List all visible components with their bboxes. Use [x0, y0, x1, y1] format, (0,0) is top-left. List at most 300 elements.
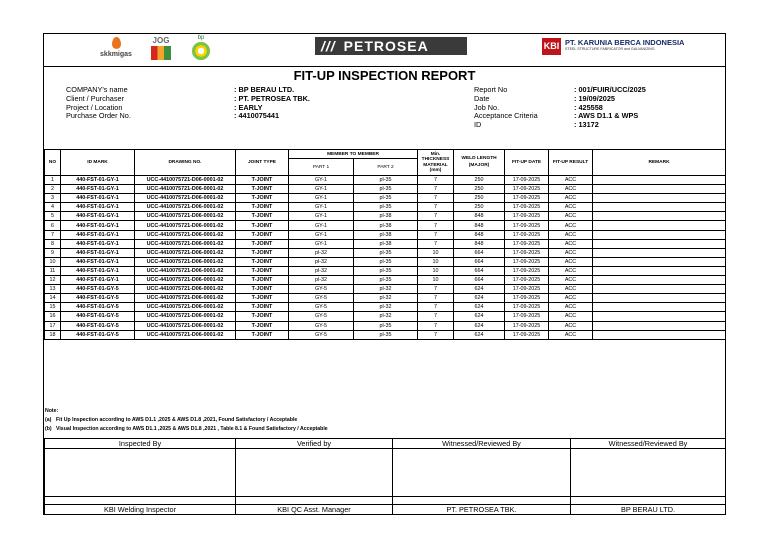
company-value: : BP BERAU LTD. [234, 85, 295, 94]
row-fitup-date: 17-09-2025 [505, 203, 549, 212]
row-fitup-result: ACC [549, 312, 593, 321]
row-remark [593, 212, 726, 221]
row-remark [593, 312, 726, 321]
row-remark [593, 248, 726, 257]
row-drawing: UCC-4410075721-D06-0001-02 [135, 312, 236, 321]
row-drawing: UCC-4410075721-D06-0001-02 [135, 239, 236, 248]
row-part2: pl-35 [354, 266, 418, 275]
row-no: 9 [45, 248, 61, 257]
row-id-mark: 440-FST-01-GY-5 [61, 312, 135, 321]
kbi-subtitle: STEEL STRUCTURE FABRICATOR and GALVANIZING [565, 47, 655, 51]
row-fitup-result: ACC [549, 266, 593, 275]
table-row [45, 212, 726, 221]
bp-helios-icon [192, 42, 210, 60]
row-part1: GY-5 [289, 321, 354, 330]
row-part2: pl-38 [354, 212, 418, 221]
row-part2: pl-38 [354, 230, 418, 239]
row-part2: pl-35 [354, 257, 418, 266]
row-joint: T-JOINT [236, 294, 289, 303]
row-remark [593, 239, 726, 248]
row-part1: pl-32 [289, 248, 354, 257]
row-fitup-result: ACC [549, 239, 593, 248]
row-id-mark: 440-FST-01-GY-5 [61, 303, 135, 312]
row-joint: T-JOINT [236, 285, 289, 294]
row-joint: T-JOINT [236, 176, 289, 185]
row-drawing: UCC-4410075721-D06-0001-02 [135, 212, 236, 221]
row-fitup-date: 17-09-2025 [505, 303, 549, 312]
table-row [45, 285, 726, 294]
kbi-box-icon: KBI [542, 38, 561, 55]
note-b-text: Visual Inspection according to AWS D1.1 ,2025 & AWS D1.8 ,2021 , Table 8.1 & Found Satisfactory / Acceptable [56, 426, 328, 432]
inspection-table [44, 149, 726, 340]
row-weld-length: 848 [454, 230, 505, 239]
row-part2: pl-38 [354, 239, 418, 248]
row-drawing: UCC-4410075721-D06-0001-02 [135, 230, 236, 239]
note-b-key: (b) [45, 426, 52, 432]
row-weld-length: 624 [454, 312, 505, 321]
row-joint: T-JOINT [236, 230, 289, 239]
row-thickness: 7 [418, 176, 454, 185]
sig-space-witness-petrosea [393, 449, 571, 497]
row-joint: T-JOINT [236, 221, 289, 230]
row-id-mark: 440-FST-01-GY-5 [61, 330, 135, 339]
row-thickness: 10 [418, 257, 454, 266]
table-row [45, 194, 726, 203]
signature-table [44, 438, 726, 515]
row-fitup-result: ACC [549, 276, 593, 285]
bp-logo [188, 35, 214, 63]
row-id-mark: 440-FST-01-GY-1 [61, 230, 135, 239]
row-part2: pl-32 [354, 303, 418, 312]
row-fitup-date: 17-09-2025 [505, 230, 549, 239]
job-no-value: : 425558 [574, 102, 603, 112]
row-thickness: 7 [418, 303, 454, 312]
row-joint: T-JOINT [236, 185, 289, 194]
row-drawing: UCC-4410075721-D06-0001-02 [135, 248, 236, 257]
row-remark [593, 285, 726, 294]
row-part1: GY-1 [289, 185, 354, 194]
row-no: 10 [45, 257, 61, 266]
row-fitup-result: ACC [549, 212, 593, 221]
row-part1: GY-1 [289, 230, 354, 239]
row-remark [593, 176, 726, 185]
row-drawing: UCC-4410075721-D06-0001-02 [135, 203, 236, 212]
table-row [45, 321, 726, 330]
row-id-mark: 440-FST-01-GY-1 [61, 176, 135, 185]
table-row [45, 294, 726, 303]
client-value: : PT. PETROSEA TBK. [234, 93, 310, 103]
row-part2: pl-35 [354, 194, 418, 203]
notes-section [45, 407, 328, 434]
skkmigas-text: skkmigas [100, 51, 132, 58]
row-part1: GY-5 [289, 285, 354, 294]
jog-logo [149, 36, 173, 64]
row-weld-length: 250 [454, 194, 505, 203]
row-fitup-result: ACC [549, 257, 593, 266]
acceptance-label: Acceptance Criteria [474, 111, 538, 121]
row-joint: T-JOINT [236, 212, 289, 221]
row-remark [593, 203, 726, 212]
row-weld-length: 624 [454, 294, 505, 303]
petrosea-slash-icon: /// [321, 38, 336, 54]
row-remark [593, 276, 726, 285]
row-fitup-result: ACC [549, 330, 593, 339]
table-row [45, 266, 726, 275]
row-drawing: UCC-4410075721-D06-0001-02 [135, 266, 236, 275]
row-fitup-date: 17-09-2025 [505, 312, 549, 321]
table-row [45, 176, 726, 185]
row-part1: GY-1 [289, 212, 354, 221]
row-part2: pl-35 [354, 203, 418, 212]
row-weld-length: 624 [454, 285, 505, 294]
row-id-mark: 440-FST-01-GY-1 [61, 248, 135, 257]
row-fitup-date: 17-09-2025 [505, 276, 549, 285]
jog-text: JOG [152, 36, 170, 45]
row-remark [593, 303, 726, 312]
row-weld-length: 250 [454, 176, 505, 185]
table-row [45, 239, 726, 248]
header-thickness [418, 150, 454, 176]
row-joint: T-JOINT [236, 257, 289, 266]
row-id-mark: 440-FST-01-GY-1 [61, 203, 135, 212]
row-joint: T-JOINT [236, 239, 289, 248]
row-thickness: 7 [418, 221, 454, 230]
header-member: MEMBER TO MEMBER [289, 150, 418, 159]
row-fitup-result: ACC [549, 248, 593, 257]
row-part1: pl-32 [289, 276, 354, 285]
header-weld [454, 150, 505, 176]
date-value: : 19/09/2025 [574, 93, 615, 103]
row-fitup-date: 17-09-2025 [505, 294, 549, 303]
row-part2: pl-35 [354, 248, 418, 257]
sig-footer-inspected: KBI Welding Inspector [45, 505, 236, 515]
row-thickness: 7 [418, 239, 454, 248]
id-label: ID [474, 120, 482, 130]
row-id-mark: 440-FST-01-GY-1 [61, 221, 135, 230]
row-fitup-result: ACC [549, 230, 593, 239]
row-weld-length: 664 [454, 257, 505, 266]
acceptance-value: : AWS D1.1 & WPS [574, 111, 639, 121]
row-joint: T-JOINT [236, 303, 289, 312]
row-fitup-date: 17-09-2025 [505, 330, 549, 339]
table-row [45, 312, 726, 321]
row-no: 7 [45, 230, 61, 239]
row-part1: GY-5 [289, 330, 354, 339]
sig-space-witness-bp [571, 449, 726, 497]
sig-header-witness-bp: Witnessed/Reviewed By [571, 439, 726, 449]
row-thickness: 10 [418, 248, 454, 257]
row-drawing: UCC-4410075721-D06-0001-02 [135, 194, 236, 203]
report-no-value: : 001/FUIR/UCC/2025 [574, 85, 646, 94]
row-id-mark: 440-FST-01-GY-1 [61, 266, 135, 275]
row-id-mark: 440-FST-01-GY-1 [61, 212, 135, 221]
row-no: 5 [45, 212, 61, 221]
row-fitup-result: ACC [549, 176, 593, 185]
row-part1: pl-32 [289, 266, 354, 275]
sig-name-inspected [45, 497, 236, 505]
sig-header-inspected: Inspected By [45, 439, 236, 449]
note-a-text: Fit Up Inspection according to AWS D1.1 ,2025 & AWS D1.8 ,2021, Found Satisfactory / Acceptable [56, 417, 298, 423]
row-thickness: 7 [418, 203, 454, 212]
row-thickness: 7 [418, 194, 454, 203]
row-fitup-date: 17-09-2025 [505, 194, 549, 203]
table-row [45, 248, 726, 257]
header-id-mark: ID MARK [61, 150, 135, 176]
table-row [45, 276, 726, 285]
row-thickness: 7 [418, 312, 454, 321]
row-id-mark: 440-FST-01-GY-5 [61, 285, 135, 294]
row-fitup-result: ACC [549, 294, 593, 303]
po-label: Purchase Order No. [66, 111, 131, 121]
header-part1: PART 1 [289, 159, 354, 176]
row-drawing: UCC-4410075721-D06-0001-02 [135, 185, 236, 194]
row-remark [593, 257, 726, 266]
row-remark [593, 194, 726, 203]
row-drawing: UCC-4410075721-D06-0001-02 [135, 321, 236, 330]
note-a-key: (a) [45, 417, 52, 423]
row-remark [593, 230, 726, 239]
header-date: FIT-UP DATE [505, 150, 549, 176]
row-weld-length: 624 [454, 303, 505, 312]
logo-bar [44, 34, 725, 67]
header-drawing: DRAWING NO. [135, 150, 236, 176]
report-title: FIT-UP INSPECTION REPORT [293, 68, 476, 83]
row-part2: pl-35 [354, 176, 418, 185]
row-thickness: 10 [418, 266, 454, 275]
header-thickness-line4: (mm) [429, 167, 442, 173]
row-part1: GY-1 [289, 176, 354, 185]
row-fitup-date: 17-09-2025 [505, 239, 549, 248]
row-fitup-result: ACC [549, 321, 593, 330]
sig-footer-witness-bp: BP BERAU LTD. [571, 505, 726, 515]
row-fitup-date: 17-09-2025 [505, 212, 549, 221]
sig-header-verified: Verified by [236, 439, 393, 449]
row-part1: GY-1 [289, 221, 354, 230]
header-weld-line1: WELD LENGTH [461, 156, 497, 161]
row-part1: pl-32 [289, 257, 354, 266]
row-id-mark: 440-FST-01-GY-1 [61, 185, 135, 194]
row-weld-length: 250 [454, 203, 505, 212]
sig-name-witness-bp [571, 497, 726, 505]
project-value: : EARLY [234, 102, 263, 112]
row-weld-length: 664 [454, 276, 505, 285]
row-part1: GY-1 [289, 194, 354, 203]
row-fitup-result: ACC [549, 194, 593, 203]
report-no-label: Report No [474, 85, 508, 94]
table-row [45, 203, 726, 212]
sig-header-witness-petrosea: Witnessed/Reviewed By [393, 439, 571, 449]
row-no: 16 [45, 312, 61, 321]
row-fitup-date: 17-09-2025 [505, 321, 549, 330]
row-joint: T-JOINT [236, 312, 289, 321]
row-fitup-result: ACC [549, 285, 593, 294]
row-part2: pl-35 [354, 185, 418, 194]
table-row [45, 257, 726, 266]
row-no: 2 [45, 185, 61, 194]
row-part2: pl-32 [354, 312, 418, 321]
row-joint: T-JOINT [236, 266, 289, 275]
row-fitup-date: 17-09-2025 [505, 285, 549, 294]
row-joint: T-JOINT [236, 248, 289, 257]
row-weld-length: 848 [454, 212, 505, 221]
row-fitup-date: 17-09-2025 [505, 185, 549, 194]
row-weld-length: 664 [454, 266, 505, 275]
id-value: : 13172 [574, 120, 599, 130]
row-drawing: UCC-4410075721-D06-0001-02 [135, 257, 236, 266]
row-part1: GY-1 [289, 203, 354, 212]
row-fitup-date: 17-09-2025 [505, 176, 549, 185]
row-fitup-result: ACC [549, 203, 593, 212]
row-joint: T-JOINT [236, 276, 289, 285]
table-row [45, 221, 726, 230]
sig-space-inspected [45, 449, 236, 497]
row-id-mark: 440-FST-01-GY-5 [61, 321, 135, 330]
sig-space-verified [236, 449, 393, 497]
row-no: 13 [45, 285, 61, 294]
row-thickness: 7 [418, 212, 454, 221]
row-remark [593, 185, 726, 194]
kbi-logo [542, 38, 722, 60]
skkmigas-drop-icon [112, 37, 121, 49]
row-fitup-result: ACC [549, 185, 593, 194]
header-thickness-line3: MATERIAL [423, 162, 448, 168]
row-remark [593, 266, 726, 275]
note-b [45, 425, 328, 434]
row-no: 3 [45, 194, 61, 203]
row-remark [593, 321, 726, 330]
row-no: 11 [45, 266, 61, 275]
row-id-mark: 440-FST-01-GY-1 [61, 239, 135, 248]
row-thickness: 7 [418, 285, 454, 294]
job-no-label: Job No. [474, 102, 500, 112]
row-thickness: 7 [418, 294, 454, 303]
row-fitup-result: ACC [549, 303, 593, 312]
row-thickness: 7 [418, 185, 454, 194]
row-drawing: UCC-4410075721-D06-0001-02 [135, 294, 236, 303]
row-thickness: 10 [418, 276, 454, 285]
table-body [45, 176, 726, 340]
row-fitup-date: 17-09-2025 [505, 248, 549, 257]
table-row [45, 330, 726, 339]
row-thickness: 7 [418, 321, 454, 330]
row-no: 12 [45, 276, 61, 285]
header-part2: PART 2 [354, 159, 418, 176]
row-weld-length: 624 [454, 330, 505, 339]
info-left-labels [66, 86, 131, 121]
row-joint: T-JOINT [236, 203, 289, 212]
row-joint: T-JOINT [236, 194, 289, 203]
sig-footer-witness-petrosea: PT. PETROSEA TBK. [393, 505, 571, 515]
table-row [45, 303, 726, 312]
header-no: NO [45, 150, 61, 176]
info-left-values [234, 86, 310, 121]
header-result: FIT-UP RESULT [549, 150, 593, 176]
row-thickness: 7 [418, 230, 454, 239]
client-label: Client / Purchaser [66, 93, 124, 103]
row-remark [593, 330, 726, 339]
row-no: 6 [45, 221, 61, 230]
row-part1: GY-5 [289, 294, 354, 303]
row-part2: pl-35 [354, 330, 418, 339]
table-row [45, 230, 726, 239]
kbi-name: PT. KARUNIA BERCA INDONESIA [565, 38, 685, 47]
note-a [45, 416, 328, 425]
sig-footer-verified: KBI QC Asst. Manager [236, 505, 393, 515]
petrosea-logo [315, 37, 467, 55]
row-fitup-result: ACC [549, 221, 593, 230]
row-remark [593, 294, 726, 303]
report-page [43, 33, 726, 515]
info-right-values [574, 86, 646, 130]
header-remark: REMARK [593, 150, 726, 176]
info-right-labels [474, 86, 538, 130]
row-drawing: UCC-4410075721-D06-0001-02 [135, 276, 236, 285]
row-id-mark: 440-FST-01-GY-1 [61, 276, 135, 285]
row-thickness: 7 [418, 330, 454, 339]
row-part1: GY-5 [289, 312, 354, 321]
project-label: Project / Location [66, 102, 123, 112]
row-weld-length: 664 [454, 248, 505, 257]
row-part2: pl-32 [354, 294, 418, 303]
row-id-mark: 440-FST-01-GY-1 [61, 194, 135, 203]
row-no: 17 [45, 321, 61, 330]
header-thickness-line1: Min. [430, 151, 441, 157]
row-id-mark: 440-FST-01-GY-1 [61, 257, 135, 266]
petrosea-text: PETROSEA [343, 38, 429, 54]
row-no: 1 [45, 176, 61, 185]
bp-text: bp [197, 35, 205, 41]
po-value: : 4410075441 [234, 111, 280, 121]
row-no: 15 [45, 303, 61, 312]
row-part2: pl-32 [354, 285, 418, 294]
row-fitup-date: 17-09-2025 [505, 257, 549, 266]
row-weld-length: 624 [454, 321, 505, 330]
row-drawing: UCC-4410075721-D06-0001-02 [135, 221, 236, 230]
row-no: 18 [45, 330, 61, 339]
row-fitup-date: 17-09-2025 [505, 221, 549, 230]
row-weld-length: 250 [454, 185, 505, 194]
row-fitup-date: 17-09-2025 [505, 266, 549, 275]
row-joint: T-JOINT [236, 330, 289, 339]
row-no: 8 [45, 239, 61, 248]
row-no: 4 [45, 203, 61, 212]
header-thickness-line2: THICKNESS [421, 157, 450, 163]
row-part1: GY-1 [289, 239, 354, 248]
header-weld-line2: (MAJOR) [468, 162, 490, 168]
sig-name-witness-petrosea [393, 497, 571, 505]
date-label: Date [474, 93, 490, 103]
row-drawing: UCC-4410075721-D06-0001-02 [135, 285, 236, 294]
header-joint: JOINT TYPE [236, 150, 289, 176]
skkmigas-logo [86, 37, 146, 63]
row-weld-length: 848 [454, 221, 505, 230]
company-label: COMPANY's name [66, 85, 128, 94]
row-part2: pl-38 [354, 221, 418, 230]
row-weld-length: 848 [454, 239, 505, 248]
row-joint: T-JOINT [236, 321, 289, 330]
row-remark [593, 221, 726, 230]
row-no: 14 [45, 294, 61, 303]
row-part2: pl-35 [354, 321, 418, 330]
row-part2: pl-35 [354, 276, 418, 285]
row-drawing: UCC-4410075721-D06-0001-02 [135, 303, 236, 312]
table-row [45, 185, 726, 194]
sig-name-verified [236, 497, 393, 505]
jog-emblem-icon [151, 46, 171, 60]
row-drawing: UCC-4410075721-D06-0001-02 [135, 330, 236, 339]
row-drawing: UCC-4410075721-D06-0001-02 [135, 176, 236, 185]
notes-title: Note: [45, 408, 59, 414]
